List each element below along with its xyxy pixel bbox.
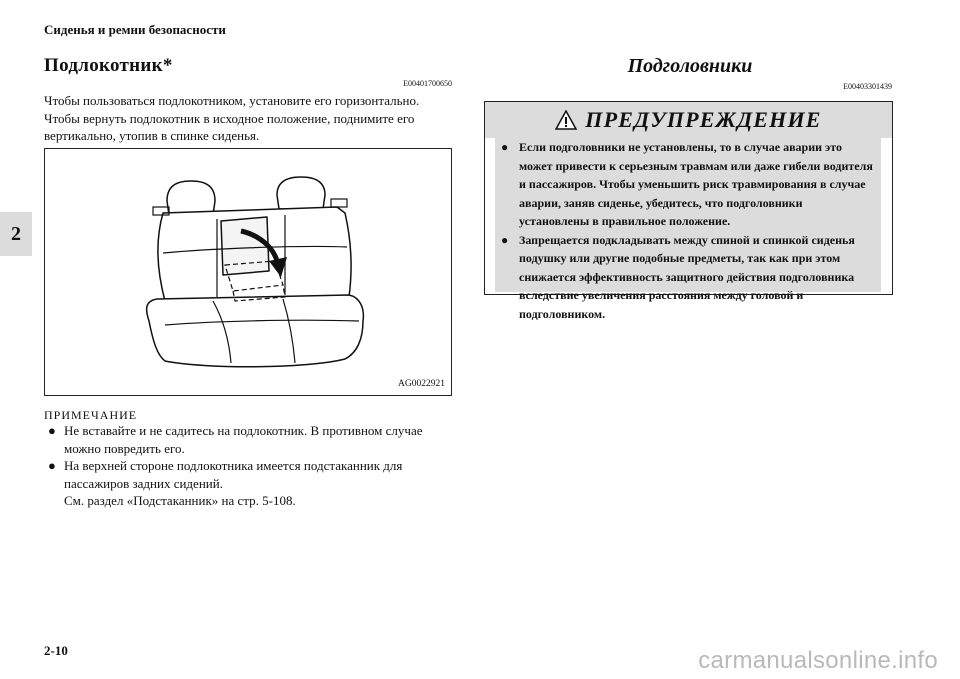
warning-line: подголовником. (519, 306, 606, 321)
note-list (48, 422, 458, 510)
body-line: Чтобы вернуть подлокотник в исходное положение, поднимите его (44, 110, 415, 126)
bullet-icon: ● (501, 140, 509, 154)
running-header: Сиденья и ремни безопасности (44, 22, 226, 37)
bullet-icon: ● (48, 423, 56, 438)
body-line: вертикально, утопив в спинке сиденья. (44, 128, 260, 143)
note-line: пассажиров задних сидений. (64, 475, 223, 491)
armrest-panel (221, 217, 269, 275)
chapter-number: 2 (11, 222, 21, 245)
section-title-armrest: Подлокотник* (44, 55, 173, 76)
warning-item (499, 138, 877, 231)
bullet-icon: ● (48, 458, 56, 473)
armrest-instructions (44, 92, 464, 145)
section-code-armrest: E00401700650 (403, 79, 452, 88)
section-code-headrests: E00403301439 (843, 82, 892, 91)
warning-triangle-icon (555, 110, 577, 130)
rear-seat-illustration (45, 149, 451, 395)
seat-cushion (147, 295, 364, 367)
figure-code: AG0022921 (398, 379, 445, 389)
section-title-headrests: Подголовники (627, 55, 753, 77)
warning-line: Запрещается подкладывать между спиной и спинкой сиденья (519, 232, 855, 247)
note-line: См. раздел «Подстаканник» на стр. 5-108. (64, 493, 296, 508)
headrest-left (167, 181, 215, 215)
warning-header (485, 102, 892, 138)
warning-line: установлены в правильное положение. (519, 214, 731, 228)
note-line: На верхней стороне подлокотника имеется подстаканник для (64, 458, 403, 473)
warning-box (484, 101, 893, 321)
note-line: Не вставайте и не садитесь на подлокотник. В противном случае (64, 423, 423, 438)
watermark: carmanualsonline.info (698, 647, 938, 674)
warning-line: может привести к серьезным травмам или даже гибели водителя (519, 158, 873, 173)
note-item (48, 457, 458, 510)
chapter-tab (0, 212, 32, 256)
armrest-figure (44, 148, 452, 396)
warning-line: подушку или другие подобные предметы, так как при этом (519, 251, 841, 265)
warning-line: аварии, заняв сиденье, убедитесь, что подголовники (519, 195, 803, 210)
warning-line: снижается эффективность защитного действия подголовника (519, 269, 855, 284)
warning-line: Если подголовники не установлены, то в случае аварии это (519, 140, 842, 154)
warning-body (495, 138, 881, 321)
note-title: ПРИМЕЧАНИЕ (44, 408, 138, 422)
headrest-right (277, 177, 325, 209)
page-number: 2-10 (44, 643, 68, 658)
warning-item (499, 231, 877, 324)
warning-line: вследствие увеличения расстояния между головой и (519, 288, 804, 302)
note-item (48, 422, 458, 457)
warning-line: и пассажиров. Чтобы уменьшить риск травмирования в случае (519, 177, 866, 191)
warning-label: ПРЕДУПРЕЖДЕНИЕ (585, 107, 822, 132)
note-line: можно повредить его. (64, 440, 185, 456)
body-line: Чтобы пользоваться подлокотником, установите его горизонтально. (44, 93, 420, 108)
bullet-icon: ● (501, 232, 509, 247)
